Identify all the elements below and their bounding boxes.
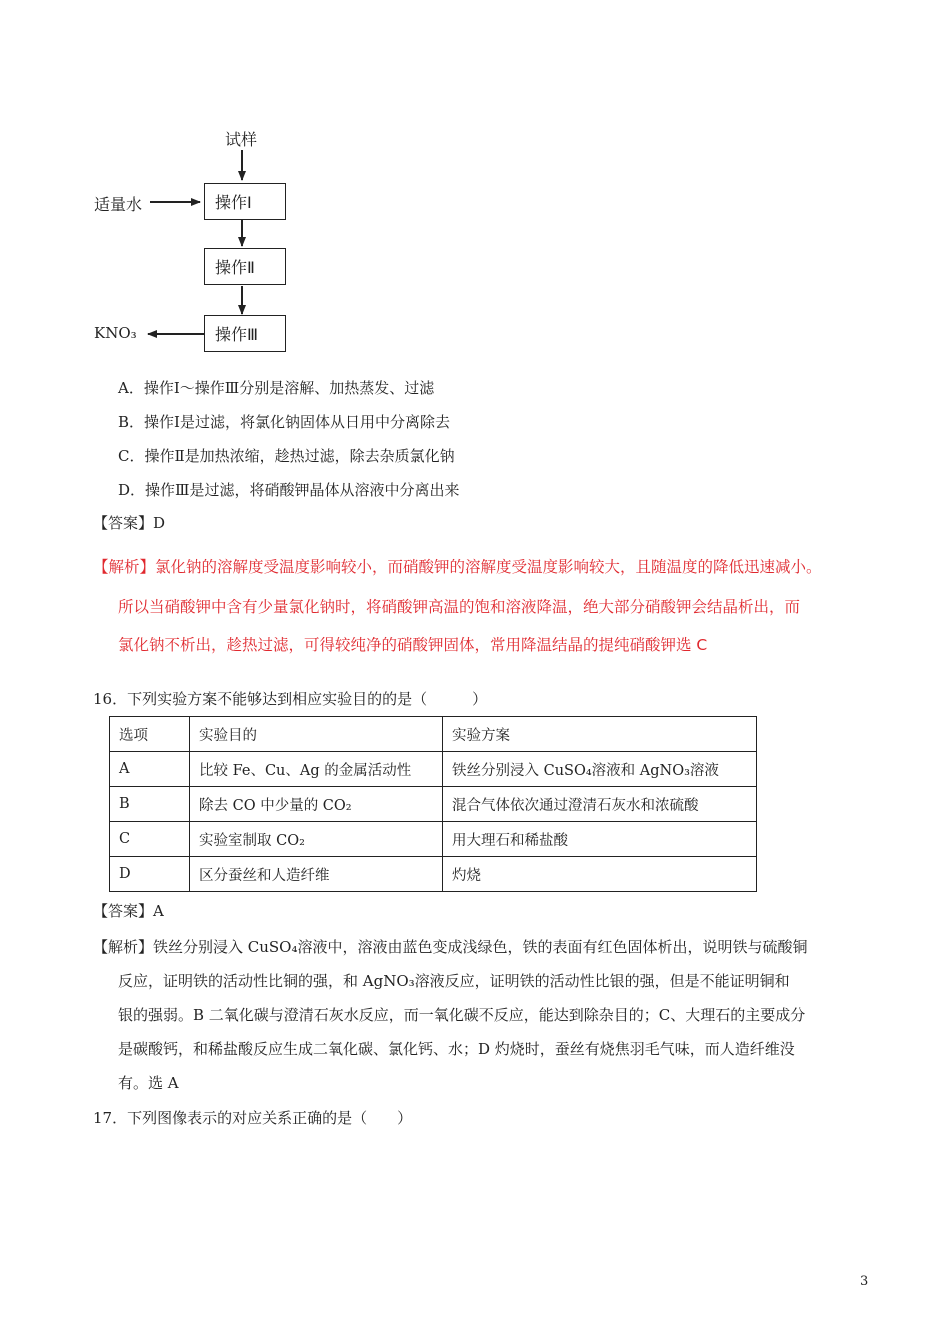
page-number: 3 (860, 1274, 869, 1289)
q17-question: 17．下列图像表示的对应关系正确的是（ ） (93, 1109, 413, 1127)
flowchart-box-op2 (204, 248, 286, 285)
table-cell: 混合气体依次通过澄清石灰水和浓硫酸 (443, 787, 757, 822)
table-header-row (110, 717, 757, 752)
table-cell: D (110, 857, 190, 892)
q15-analysis-line-3: 氯化钠不析出，趁热过滤，可得较纯净的硝酸钾固体，常用降温结晶的提纯硝酸钾选 C (118, 636, 708, 654)
flowchart-output-label: KNO₃ (94, 324, 137, 342)
table-cell: 用大理石和稀盐酸 (443, 822, 757, 857)
table-cell: 比较 Fe、Cu、Ag 的金属活动性 (190, 752, 443, 787)
q16-table (109, 716, 757, 892)
table-cell: 铁丝分别浸入 CuSO₄溶液和 AgNO₃溶液 (443, 752, 757, 787)
flowchart-arrows (0, 0, 950, 360)
q16-answer: 【答案】A (93, 902, 164, 920)
table-header-cell: 实验方案 (443, 717, 757, 752)
q16-analysis-line-5: 有。选 A (118, 1074, 179, 1092)
q15-option-b: B．操作Ⅰ是过滤，将氯化钠固体从日用中分离除去 (118, 413, 450, 431)
q16-analysis-line-3: 银的强弱。B 二氧化碳与澄清石灰水反应，而一氧化碳不反应，能达到除杂目的；C、大理石的主要成分 (118, 1006, 806, 1024)
flowchart-water-label: 适量水 (94, 195, 143, 214)
table-header-cell: 实验目的 (190, 717, 443, 752)
q16-analysis-line-2: 反应，证明铁的活动性比铜的强，和 AgNO₃溶液反应，证明铁的活动性比银的强，但是不能证明铜和 (118, 972, 790, 990)
table-row (110, 752, 757, 787)
table-cell: A (110, 752, 190, 787)
q16-analysis-line-4: 是碳酸钙，和稀盐酸反应生成二氧化碳、氯化钙、水；D 灼烧时，蚕丝有烧焦羽毛气味，而人造纤维没 (118, 1040, 795, 1058)
table-cell: B (110, 787, 190, 822)
table-cell: 除去 CO 中少量的 CO₂ (190, 787, 443, 822)
table-cell: 区分蚕丝和人造纤维 (190, 857, 443, 892)
op2-label: 操作Ⅱ (215, 258, 255, 277)
q16-question: 16．下列实验方案不能够达到相应实验目的的是（ ） (93, 690, 488, 708)
table-row (110, 787, 757, 822)
flowchart-box-op1 (204, 183, 286, 220)
q15-analysis-line-1: 【解析】氯化钠的溶解度受温度影响较小，而硝酸钾的溶解度受温度影响较大，且随温度的降低迅速减小。 (93, 558, 822, 576)
table-row (110, 822, 757, 857)
flowchart-box-op3 (204, 315, 286, 352)
q15-answer: 【答案】D (93, 514, 166, 532)
op1-label: 操作Ⅰ (215, 193, 252, 212)
table-header-cell: 选项 (110, 717, 190, 752)
q15-option-d: D．操作Ⅲ是过滤，将硝酸钾晶体从溶液中分离出来 (118, 481, 460, 499)
op3-label: 操作Ⅲ (215, 325, 259, 344)
q16-analysis-line-1: 【解析】铁丝分别浸入 CuSO₄溶液中，溶液由蓝色变成浅绿色，铁的表面有红色固体析出，说明铁与硫酸铜 (93, 938, 808, 956)
q15-option-a: A．操作Ⅰ～操作Ⅲ分别是溶解、加热蒸发、过滤 (118, 379, 435, 397)
q15-option-c: C．操作Ⅱ是加热浓缩，趁热过滤，除去杂质氯化钠 (118, 447, 455, 465)
table-row (110, 857, 757, 892)
table-cell: 灼烧 (443, 857, 757, 892)
table-cell: 实验室制取 CO₂ (190, 822, 443, 857)
flowchart-top-label: 试样 (225, 130, 258, 149)
table-cell: C (110, 822, 190, 857)
q15-analysis-line-2: 所以当硝酸钾中含有少量氯化钠时，将硝酸钾高温的饱和溶液降温，绝大部分硝酸钾会结晶析出，而 (118, 598, 801, 616)
